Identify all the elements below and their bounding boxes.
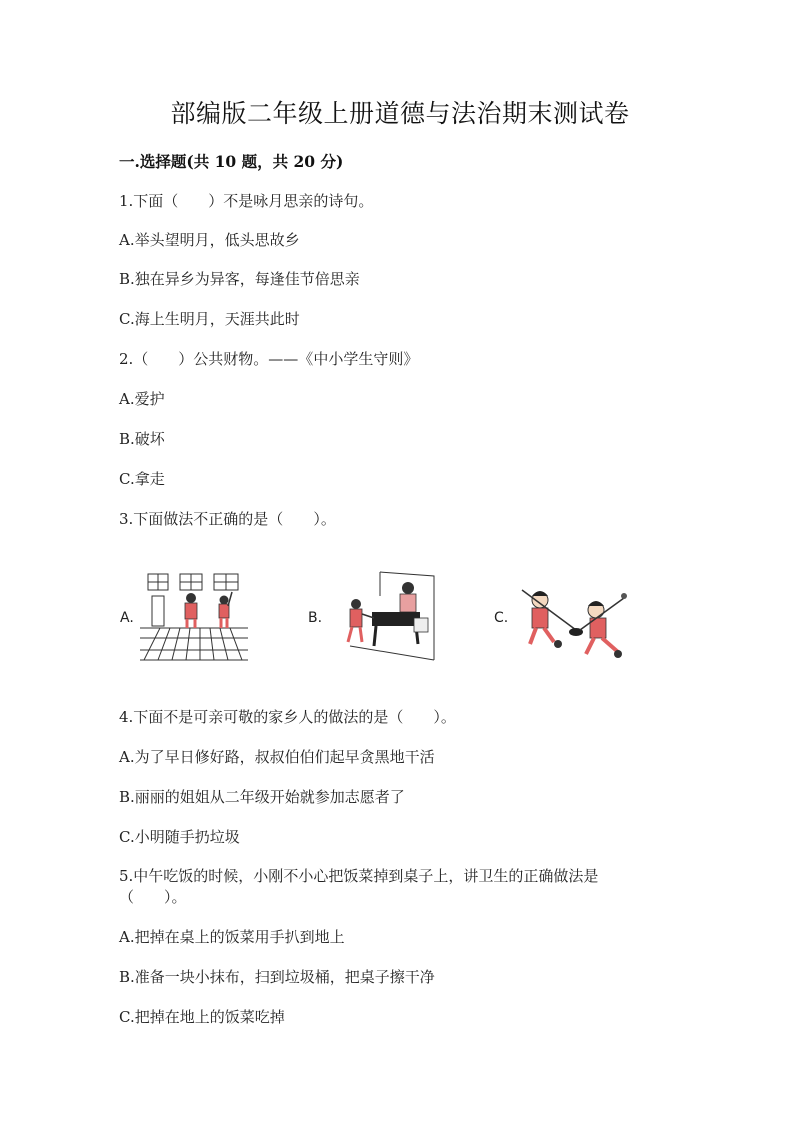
question-5-stem-line-1: 5.中午吃饭的时候，小刚不小心把饭菜掉到桌子上，讲卫生的正确做法是 xyxy=(119,867,599,885)
question-4-option-c: C.小明随手扔垃圾 xyxy=(119,828,240,846)
figure-b-label: B. xyxy=(308,610,323,626)
question-4-stem: 4.下面不是可亲可敬的家乡人的做法的是（ ）。 xyxy=(119,708,456,726)
question-1-option-c: C.海上生明月，天涯共此时 xyxy=(119,310,300,328)
question-4-option-b: B.丽丽的姐姐从二年级开始就参加志愿者了 xyxy=(119,788,405,806)
figure-c-children-fighting-illustration xyxy=(514,580,630,662)
question-5-option-a: A.把掉在桌上的饭菜用手扒到地上 xyxy=(119,928,345,946)
question-1-option-b: B.独在异乡为异客，每逢佳节倍思亲 xyxy=(119,270,360,288)
page-title: 部编版二年级上册道德与法治期末测试卷 xyxy=(170,99,630,128)
question-1-stem: 1.下面（ ）不是咏月思亲的诗句。 xyxy=(119,192,374,210)
question-2-stem: 2.（ ）公共财物。——《中小学生守则》 xyxy=(119,350,419,368)
section-heading: 一.选择题(共 10 题，共 20 分) xyxy=(119,152,344,171)
question-2-option-b: B.破坏 xyxy=(119,430,165,448)
figure-a-label: A. xyxy=(120,610,134,626)
question-4-option-a: A.为了早日修好路，叔叔伯伯们起早贪黑地干活 xyxy=(119,748,435,766)
question-5-stem-line-2: （ ）。 xyxy=(119,888,187,906)
question-1-option-a: A.举头望明月，低头思故乡 xyxy=(119,231,300,249)
question-2-option-a: A.爱护 xyxy=(119,390,165,408)
question-2-option-c: C.拿走 xyxy=(119,470,165,488)
figure-b-desk-cleaning-illustration xyxy=(330,566,438,662)
question-3-stem: 3.下面做法不正确的是（ ）。 xyxy=(119,510,336,528)
figure-c-label: C. xyxy=(494,610,509,626)
question-5-option-c: C.把掉在地上的饭菜吃掉 xyxy=(119,1008,285,1026)
figure-a-classroom-illustration xyxy=(140,568,248,662)
question-5-option-b: B.准备一块小抹布，扫到垃圾桶，把桌子擦干净 xyxy=(119,968,435,986)
